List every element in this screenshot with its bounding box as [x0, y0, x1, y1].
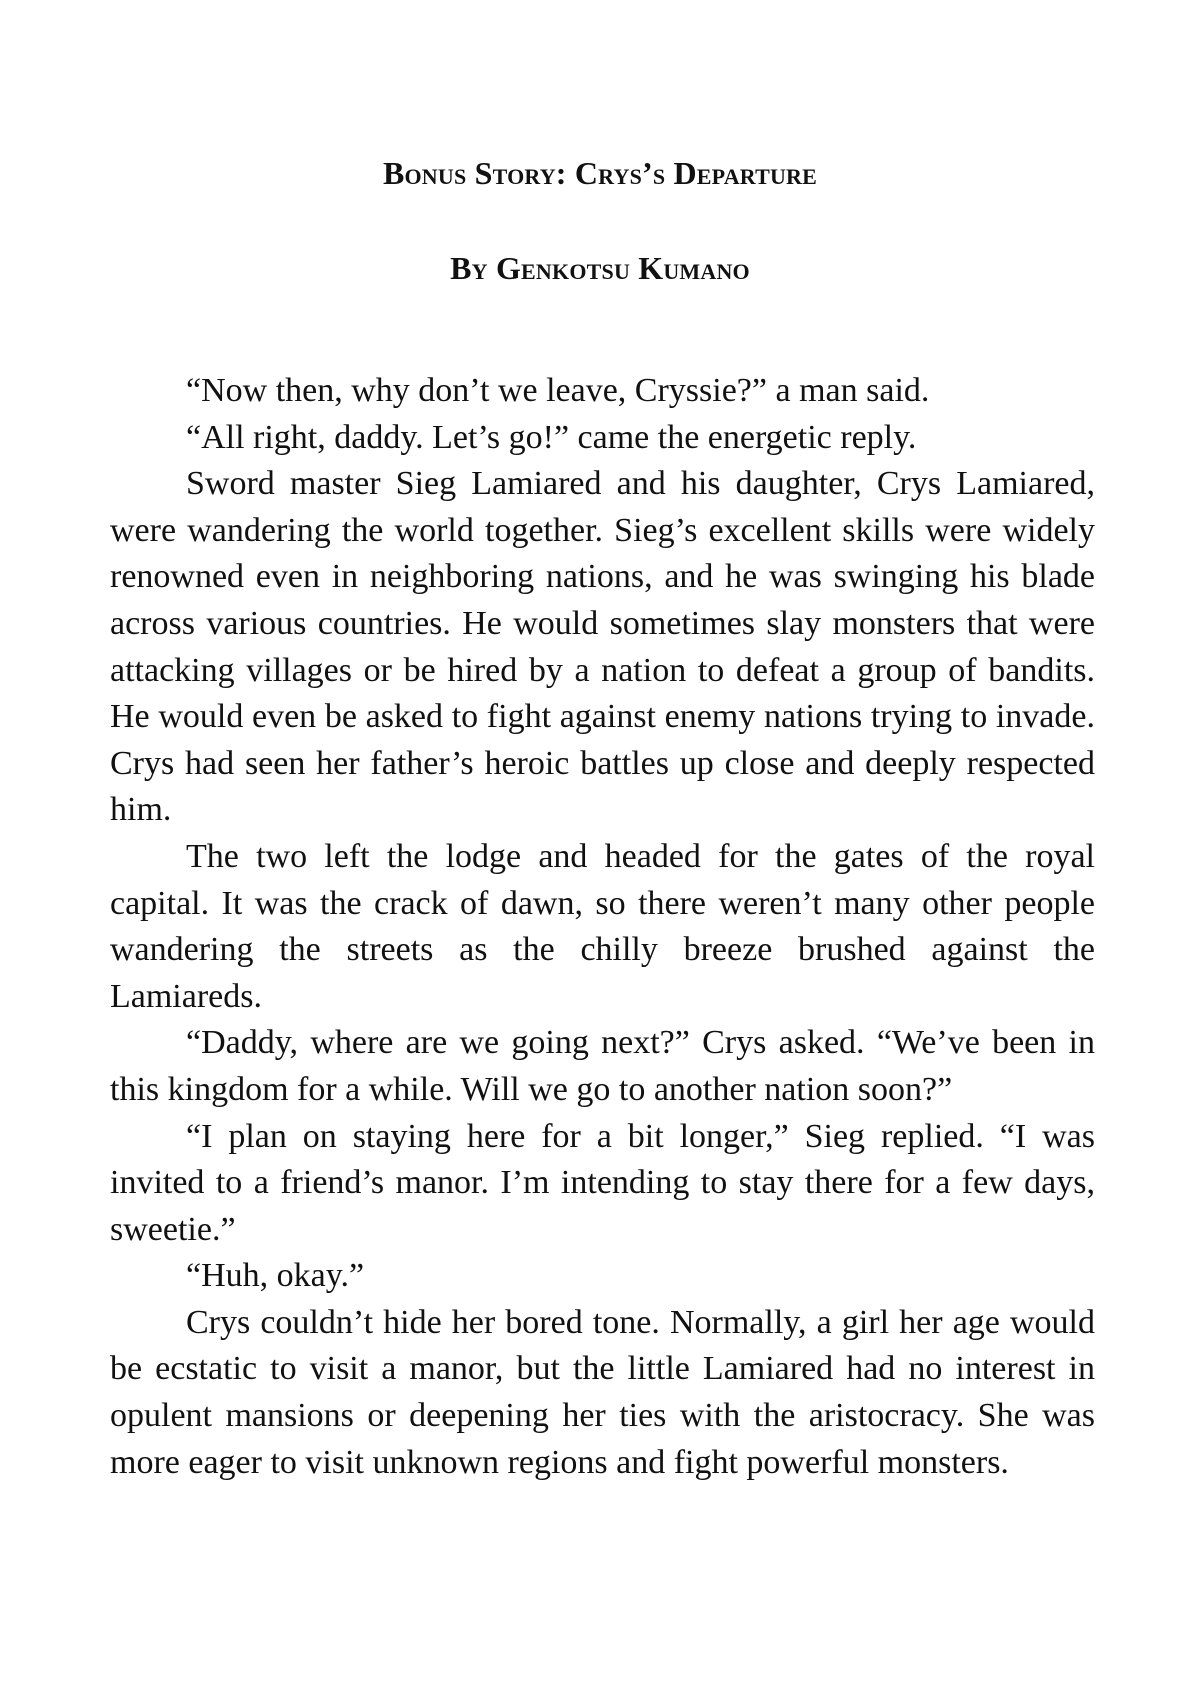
paragraph: “I plan on staying here for a bit longer,” Sieg replied. “I was invited to a friend’s manor. I’m intending to stay there for a few days, sweetie.” — [110, 1117, 1095, 1248]
paragraph: Sword master Sieg Lamiared and his daughter, Crys Lamiared, were wandering the world together. Sieg’s excellent skills were widely renowned even in neighboring nations, and he was swinging his blade across various countries. He would sometimes slay monsters that were attacking villages or be hired by a nation to defeat a group of bandits. He would even be asked to fight against enemy nations trying to invade. Crys had seen her father’s heroic battles up close and deeply respected him. — [110, 465, 1095, 829]
paragraph: “Now then, why don’t we leave, Cryssie?” a man said. — [186, 372, 930, 409]
paragraph: “All right, daddy. Let’s go!” came the energetic reply. — [186, 418, 917, 456]
story-title: Bonus Story: Crys’s Departure — [382, 155, 818, 191]
paragraph: Crys couldn’t hide her bored tone. Normally, a girl her age would be ecstatic to visit a manor, but the little Lamiared had no interest in opulent mansions or deepening her ties with the aristocracy. She was more eager to visit unknown regions and fight powerful monsters. — [110, 1303, 1095, 1481]
paragraph: “Daddy, where are we going next?” Crys asked. “We’ve been in this kingdom for a while. Will we go to another nation soon?” — [110, 1024, 1095, 1108]
paragraph: The two left the lodge and headed for the gates of the royal capital. It was the crack of dawn, so there weren’t many other people wandering the streets as the chilly breeze brushed against the Lamiareds. — [110, 837, 1095, 1015]
story-body — [110, 368, 1095, 1486]
author-byline: By Genkotsu Kumano — [450, 250, 750, 286]
paragraph: “Huh, okay.” — [186, 1257, 365, 1295]
